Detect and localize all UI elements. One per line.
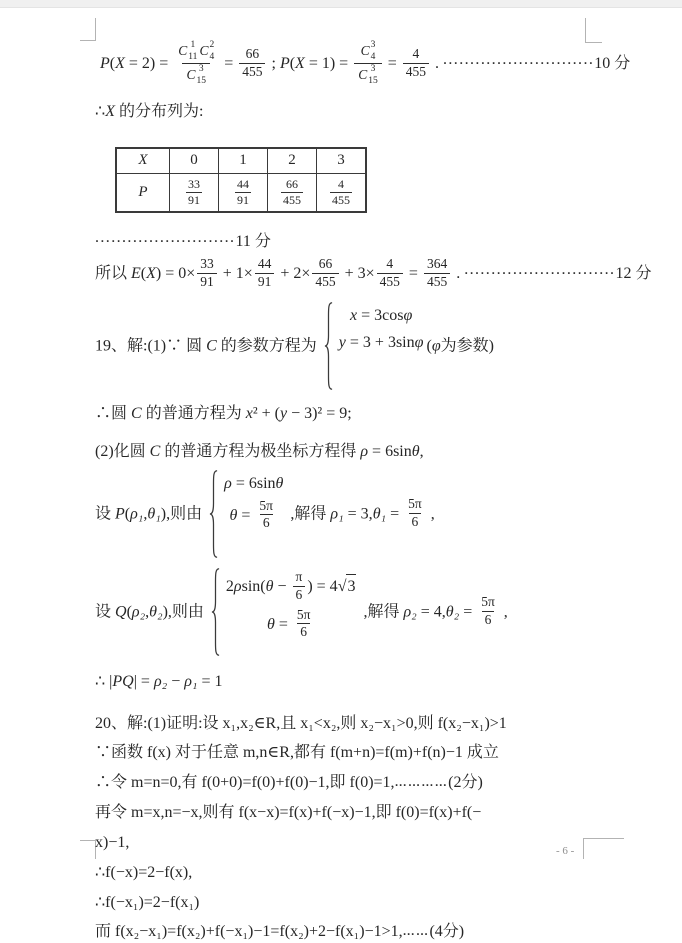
- curly-brace: [211, 567, 220, 657]
- text-run: ρ₁: [184, 672, 198, 690]
- text-run: X: [105, 102, 115, 120]
- text-run: ,解得: [286, 505, 331, 523]
- curly-brace: [209, 469, 218, 559]
- text-run: 12 分: [615, 265, 652, 283]
- text-run: ∴ |: [95, 672, 113, 690]
- fraction: $\frac{4}{455}$: [403, 46, 429, 81]
- text-run: ρ: [360, 442, 369, 460]
- text-run: ,: [143, 505, 148, 523]
- fraction: [354, 40, 382, 87]
- table-cell-p3: [317, 174, 367, 212]
- line-20-fminusx: [95, 860, 635, 884]
- line-20-wrap: [95, 830, 635, 854]
- text-run: 设: [95, 505, 116, 523]
- text-run: 再令 m=x,n=−x,则有 f(x−x)=f(x)+f(−x)−1,即 f(0)=f(x)+f(−: [95, 803, 482, 821]
- text-run: = 2) =: [124, 54, 173, 72]
- text-run: θ: [229, 506, 238, 524]
- combination-symbol: C 2 4: [199, 40, 215, 62]
- text-run: C: [131, 404, 142, 422]
- text-run: θ₁: [147, 505, 161, 523]
- combination-symbol: C 3 15: [186, 63, 206, 86]
- score-11: [95, 229, 635, 253]
- text-run: ∴: [95, 102, 106, 120]
- text-run: θ: [411, 442, 420, 460]
- dotted-leader: ··························: [95, 233, 236, 248]
- line-19-point-p: [95, 469, 635, 559]
- fraction: $\frac{364}{455}$: [424, 256, 450, 291]
- line-19-general-eq: [95, 401, 635, 425]
- text-run: ) = 4: [307, 577, 338, 595]
- crop-mark-bottom-left: [80, 840, 96, 859]
- text-run: − 3)² = 9;: [287, 404, 352, 422]
- text-run: C: [206, 337, 217, 355]
- text-run: ),则由: [162, 603, 208, 621]
- text-run: ² + (: [252, 404, 280, 422]
- text-run: = 3cos: [357, 306, 404, 324]
- cases-row: [226, 569, 357, 604]
- line-19-pq-result: [95, 669, 635, 693]
- text-run: (: [426, 337, 432, 355]
- text-run: ,: [145, 603, 150, 621]
- text-run: | =: [133, 672, 154, 690]
- text-run: ρ₁: [330, 505, 344, 523]
- fraction: $\frac{5\pi}{6}$: [259, 497, 273, 531]
- text-run: P: [115, 505, 125, 523]
- text-run: 的分布列为:: [114, 102, 204, 120]
- text-run: (: [289, 54, 296, 72]
- text-run: X: [115, 54, 125, 72]
- fraction: $\frac{5\pi}{6}$: [408, 496, 422, 530]
- table-cell-p0: [170, 174, 219, 212]
- text-run: P: [279, 54, 290, 72]
- text-run: (2分): [448, 774, 483, 792]
- cases-brace-group: [209, 469, 283, 559]
- solution-19-20-block: [95, 229, 652, 943]
- fraction: $\frac{66}{455}$: [239, 46, 265, 81]
- text-run: C: [149, 442, 161, 460]
- text-run: =: [237, 506, 255, 524]
- text-run: + 1×: [218, 265, 253, 283]
- text-run: θ: [265, 577, 274, 595]
- text-run: (: [109, 54, 116, 72]
- text-run: ,解得: [359, 603, 404, 621]
- text-run: θ₂: [445, 603, 460, 621]
- distribution-table: [115, 147, 367, 213]
- table-cell-x-label: X: [116, 148, 170, 174]
- dotted-leader: …………: [394, 775, 449, 790]
- fraction: $\frac{44}{91}$: [255, 256, 275, 291]
- text-run: ρ₂: [131, 603, 146, 621]
- table-cell-p2: [268, 174, 317, 212]
- text-run: ) = 0×: [155, 265, 196, 283]
- text-run: ∴f(−x₁)=2−f(x₁): [95, 893, 200, 911]
- text-run: 的普通方程为: [141, 404, 246, 422]
- table-row: [116, 148, 366, 174]
- line-20-fx-minusx: [95, 800, 635, 824]
- text-run: 2: [225, 577, 234, 595]
- text-run: =: [220, 54, 238, 72]
- text-run: ),则由: [160, 505, 207, 523]
- text-run: 所以: [95, 265, 132, 283]
- table-cell-p1: [219, 174, 268, 212]
- fraction: $\frac{4}{455}$: [377, 256, 403, 291]
- text-run: θ₂: [149, 603, 163, 621]
- cases-row: [339, 330, 424, 354]
- text-run: 设: [95, 603, 116, 621]
- text-run: = 3,: [343, 505, 373, 523]
- text-run: ρ: [224, 474, 232, 492]
- text-run: ∴圆: [95, 404, 132, 422]
- text-run: E: [131, 265, 141, 283]
- text-run: ρ: [233, 577, 242, 595]
- fraction: $\frac{5\pi}{6}$: [296, 606, 311, 640]
- line-19-part2: [95, 439, 635, 463]
- text-run: + 3×: [340, 265, 375, 283]
- distribution-intro: [95, 99, 635, 123]
- text-run: ∴令 m=n=0,有 f(0+0)=f(0)+f(0)−1,即 f(0)=1,: [95, 774, 395, 792]
- text-run: ρ₂: [153, 672, 168, 690]
- text-run: x: [245, 404, 253, 422]
- text-run: =: [459, 603, 477, 621]
- dotted-leader: ……: [402, 924, 430, 939]
- fraction: $\frac{66}{455}$: [283, 177, 301, 207]
- table-cell-x3: 3: [317, 148, 367, 174]
- text-run: −: [167, 672, 185, 690]
- text-run: 20、解:(1)证明:设 x₁,x₂∈R,且 x₁<x₂,则 x₂−x₁>0,则 f(x₂−x₁)>1: [95, 714, 507, 732]
- cases-brace-group: [324, 301, 424, 391]
- text-run: x)−1,: [95, 833, 130, 851]
- line-19-parametric: [95, 301, 635, 391]
- table-cell-p-label: P: [116, 174, 170, 212]
- text-run: ρ₂: [403, 603, 417, 621]
- line-20-conclusion: [95, 919, 635, 943]
- fraction: $\frac{5\pi}{6}$: [481, 594, 495, 628]
- text-run: =: [274, 615, 292, 633]
- text-run: 10 分: [594, 54, 631, 72]
- text-run: (: [124, 505, 131, 523]
- crop-mark-top-left: [80, 18, 96, 41]
- table-cell-x2: 2: [268, 148, 317, 174]
- text-run: 的普通方程为极坐标方程得: [160, 442, 361, 460]
- text-run: = 3 + 3sin: [345, 333, 415, 351]
- text-run: X: [146, 265, 156, 283]
- text-run: ρ₁: [130, 505, 144, 523]
- text-run: ,: [426, 505, 435, 523]
- eq-expectation: [95, 256, 652, 291]
- text-run: 而 f(x₂−x₁)=f(x₂)+f(−x₁)−1=f(x₂)+2−f(x₁)−1>1,: [95, 923, 403, 941]
- text-run: Q: [115, 603, 127, 621]
- text-run: (: [140, 265, 147, 283]
- square-root: √ 3: [338, 574, 357, 598]
- text-run: x: [349, 306, 358, 324]
- text-run: = 6sin: [231, 474, 276, 492]
- text-run: ,: [499, 603, 508, 621]
- fraction: $\frac{66}{455}$: [312, 256, 338, 291]
- curly-brace: [324, 301, 333, 391]
- fraction: [174, 40, 218, 87]
- fraction: $\frac{33}{91}$: [188, 177, 200, 207]
- text-run: ∵函数 f(x) 对于任意 m,n∈R,都有 f(m+n)=f(m)+f(n)−1 成立: [95, 744, 499, 762]
- text-run: .: [452, 265, 465, 283]
- text-run: sin(: [241, 577, 266, 595]
- fraction: $\frac{44}{91}$: [237, 177, 249, 207]
- combination-symbol: C 3 4: [360, 40, 376, 62]
- text-run: θ: [275, 474, 284, 492]
- text-run: (4分): [429, 923, 465, 941]
- text-run: y: [338, 333, 346, 351]
- cases-row: [350, 303, 412, 327]
- line-20-fminusx1: [95, 890, 635, 914]
- table-cell-x0: 0: [170, 148, 219, 174]
- text-run: ;: [267, 54, 280, 72]
- text-run: =: [404, 265, 422, 283]
- text-run: =: [386, 505, 404, 523]
- text-run: PQ: [112, 672, 134, 690]
- text-run: ,: [419, 442, 424, 460]
- text-run: φ: [403, 306, 413, 324]
- line-19-point-q: [95, 567, 635, 657]
- eq-prob-x2-x1: [100, 40, 635, 87]
- dotted-leader: ····························: [443, 55, 595, 70]
- text-run: 的参数方程为: [216, 337, 321, 355]
- line-20-f0: [95, 770, 635, 794]
- text-run: ∴f(−x)=2−f(x),: [95, 863, 193, 881]
- text-run: φ: [431, 337, 441, 355]
- text-run: = 6sin: [368, 442, 412, 460]
- fraction: $\frac{\pi}{6}$: [293, 569, 306, 604]
- text-run: θ₁: [372, 505, 387, 523]
- text-run: −: [273, 577, 291, 595]
- cases-row: [267, 607, 315, 642]
- text-run: φ: [414, 333, 424, 351]
- document-content: [95, 0, 652, 943]
- combination-symbol: C 3 15: [358, 63, 378, 86]
- text-run: (2)化圆: [95, 442, 150, 460]
- text-run: + 2×: [276, 265, 311, 283]
- text-run: X: [295, 54, 305, 72]
- text-run: P: [100, 54, 110, 72]
- text-run: =: [383, 54, 401, 72]
- cases-row: [230, 498, 278, 533]
- table-row: [116, 174, 366, 212]
- table-cell-x1: 1: [219, 148, 268, 174]
- line-20-setup: [95, 711, 635, 735]
- text-run: 19、解:(1)∵ 圆: [95, 337, 207, 355]
- page-number: - 6 -: [556, 845, 575, 857]
- text-run: y: [279, 404, 288, 422]
- text-run: = 4,: [416, 603, 446, 621]
- text-run: .: [431, 54, 443, 72]
- line-20-functional: [95, 740, 635, 764]
- fraction: $\frac{4}{455}$: [332, 177, 350, 207]
- dotted-leader: ····························: [464, 266, 616, 281]
- cases-row: [224, 471, 283, 495]
- text-run: 为参数): [440, 337, 495, 355]
- combination-symbol: C 1 11: [178, 40, 198, 62]
- text-run: θ: [266, 615, 275, 633]
- solution-18-block: [95, 40, 635, 123]
- text-run: 11 分: [235, 232, 271, 250]
- text-run: = 1) =: [304, 54, 353, 72]
- text-run: = 1: [197, 672, 223, 690]
- text-run: (: [126, 603, 132, 621]
- cases-brace-group: [211, 567, 357, 657]
- fraction: $\frac{33}{91}$: [197, 256, 217, 291]
